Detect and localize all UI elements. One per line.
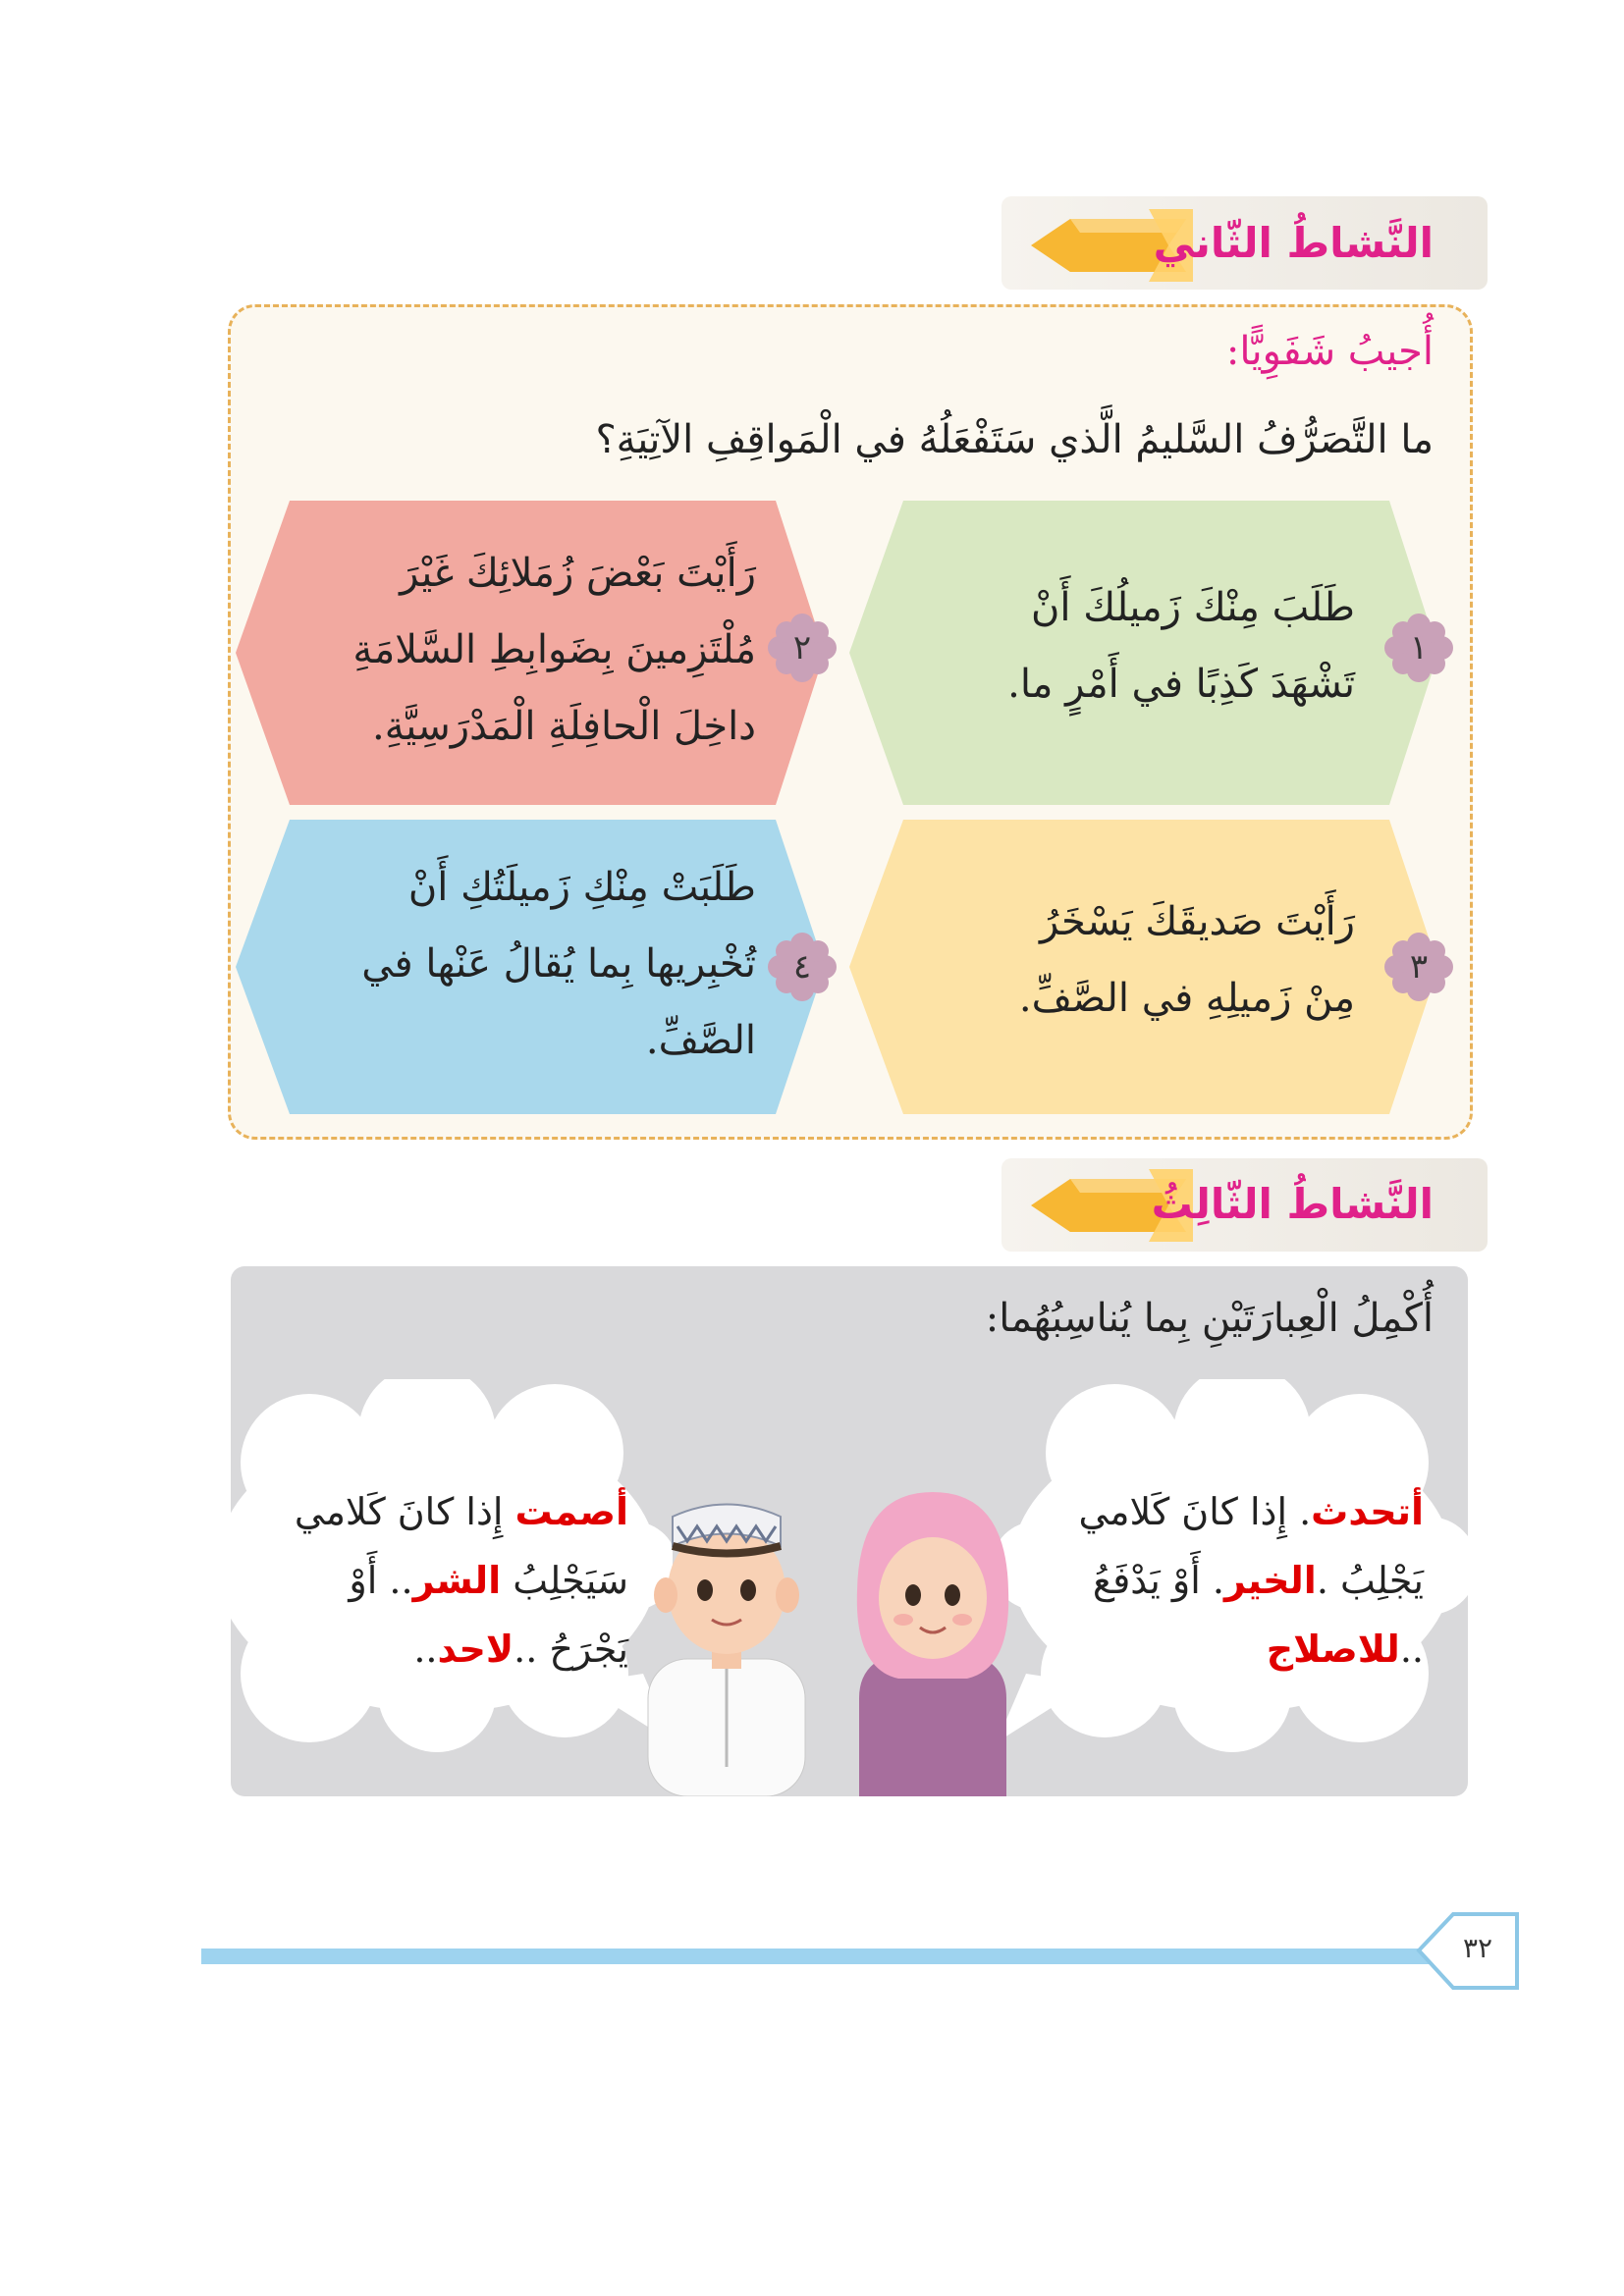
right-text-2a: يَجْلِبُ . <box>1316 1559 1424 1602</box>
right-answer-2: الخير <box>1223 1559 1317 1602</box>
card-3-line: مِنْ زَميلِهِ في الصَّفِّ. <box>1018 976 1355 1021</box>
card-4-text <box>295 849 756 1079</box>
left-bubble-line-3 <box>236 1615 628 1683</box>
girl-illustration <box>839 1482 1026 1796</box>
card-2-text <box>295 535 756 765</box>
footer-line <box>201 1949 1517 1964</box>
card-2-line: داخِلَ الْحافِلَةِ الْمَدْرَسِيَّةِ. <box>372 704 756 749</box>
right-bubble-line-1 <box>1031 1477 1424 1546</box>
activity2-title: النَّشاطُ الثّاني <box>1153 219 1434 267</box>
page-number: ٣٢ <box>1462 1932 1493 1964</box>
activity2-question: ما التَّصَرُّفُ السَّليمُ الَّذي سَتَفْعَلُهُ في الْمَواقِفِ الآتِيَةِ؟ <box>595 417 1434 462</box>
card-3-line: رَأَيْتَ صَديقَكَ يَسْخَرُ <box>1039 899 1355 944</box>
card-1-number: ١ <box>1409 628 1429 667</box>
activity2-instruction-title: أُجيبُ شَفَوِيًّا: <box>1225 329 1434 374</box>
right-text-2b: . أَوْ يَدْفَعُ <box>1092 1559 1224 1602</box>
card-4-line: الصَّفِّ. <box>645 1018 756 1063</box>
right-bubble-text <box>1031 1477 1424 1683</box>
left-answer-2: الشر <box>412 1559 502 1602</box>
left-answer-1: أصمت <box>514 1490 628 1533</box>
right-answer-1: أتحدث <box>1311 1490 1424 1533</box>
card-2-line: مُلْتَزِمينَ بِضَوابِطِ السَّلامَةِ <box>352 627 756 672</box>
boy-illustration <box>628 1472 825 1796</box>
right-text-1: . إِذا كانَ كَلامي <box>1078 1490 1312 1533</box>
left-bubble-line-1 <box>236 1477 628 1546</box>
card-3-text <box>943 883 1355 1037</box>
card-4-line: طَلَبَتْ مِنْكِ زَميلَتُكِ أَنْ <box>407 865 756 910</box>
card-3-number: ٣ <box>1409 947 1429 987</box>
card-2-number: ٢ <box>792 628 812 667</box>
right-answer-3: للاصلاج <box>1266 1628 1400 1671</box>
card-4-line: تُخْبِريها بِما يُقالُ عَنْها في <box>361 941 756 987</box>
left-text-2b: .. أَوْ <box>349 1559 413 1602</box>
activity3-title: النَّشاطُ الثّالِثُ <box>1151 1180 1434 1228</box>
card-1-text <box>943 569 1355 722</box>
right-text-3a: .. <box>1399 1628 1424 1671</box>
left-text-3b: .. <box>413 1628 438 1671</box>
right-bubble-line-3 <box>1031 1615 1424 1683</box>
left-answer-3: لاحد <box>437 1628 514 1671</box>
left-bubble-line-2 <box>236 1546 628 1615</box>
card-4-number: ٤ <box>792 947 812 987</box>
card-1-line: تَشْهَدَ كَذِبًا في أَمْرٍ ما. <box>1007 662 1355 707</box>
left-text-3a: يَجْرَحُ .. <box>514 1628 628 1671</box>
activity3-instruction: أُكْمِلُ الْعِبارَتَيْنِ بِما يُناسِبُهُما: <box>985 1296 1434 1341</box>
card-1-line: طَلَبَ مِنْكَ زَميلُكَ أَنْ <box>1031 585 1355 630</box>
right-bubble-line-2 <box>1031 1546 1424 1615</box>
card-2-line: رَأَيْتَ بَعْضَ زُمَلائِكَ غَيْرَ <box>400 551 756 596</box>
left-text-2a: سَيَجْلِبُ <box>501 1559 628 1602</box>
left-bubble-text <box>236 1477 628 1683</box>
left-text-1: إِذا كانَ كَلامي <box>294 1490 515 1533</box>
